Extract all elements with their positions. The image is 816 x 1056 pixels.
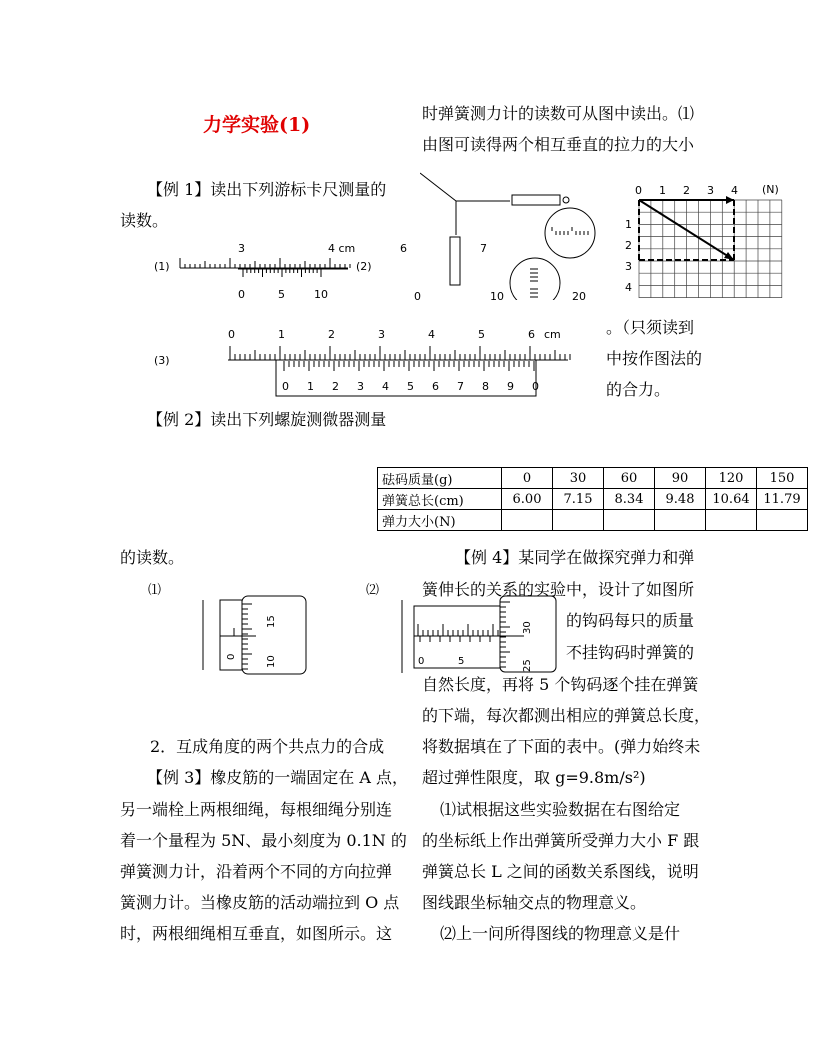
caliper-3-main-label: 2 bbox=[328, 328, 335, 341]
table-cell: 砝码质量(g) bbox=[378, 468, 502, 489]
grid-y-tick: 3 bbox=[625, 260, 632, 273]
grid-y-tick: 1 bbox=[625, 218, 632, 231]
caliper-1-main-label-4: 4 cm bbox=[328, 242, 356, 255]
page-title: 力学实验(1) bbox=[203, 114, 311, 136]
micrometer-1-thimble-10: 10 bbox=[266, 655, 277, 668]
question-1-line-1: ⑴试根据这些实验数据在右图给定 bbox=[440, 800, 681, 819]
example-4-line-9: 超过弹性限度，取 g=9.8m/s²) bbox=[422, 768, 646, 787]
table-cell: 7.15 bbox=[553, 489, 604, 510]
grid-x-tick: 4 bbox=[731, 184, 738, 197]
micrometer-2-thimble-30: 30 bbox=[522, 621, 533, 634]
question-1-line-2: 的坐标纸上作出弹簧所受弹力大小 F 跟 bbox=[422, 831, 700, 850]
right-text-line-4: 中按作图法的 bbox=[606, 349, 703, 368]
caliper-1-main-label-3: 3 bbox=[238, 242, 245, 255]
caliper-3-main-label: 1 bbox=[278, 328, 285, 341]
caliper-2-vernier-10: 10 bbox=[490, 290, 504, 303]
caliper-3-main-label: 0 bbox=[228, 328, 235, 341]
caliper-3-vernier-label: 3 bbox=[357, 380, 364, 393]
table-cell: 10.64 bbox=[706, 489, 757, 510]
grid-y-tick: 4 bbox=[625, 281, 632, 294]
grid-x-tick: 2 bbox=[683, 184, 690, 197]
micrometer-2-thimble-25: 25 bbox=[522, 659, 533, 672]
table-cell bbox=[757, 510, 808, 531]
right-text-line-1: 时弹簧测力计的读数可从图中读出。⑴ bbox=[422, 104, 695, 123]
caliper-3-vernier-label: 1 bbox=[307, 380, 314, 393]
caliper-3-label: (3) bbox=[154, 354, 170, 367]
example-2-line: 【例 2】读出下列螺旋测微器测量 bbox=[147, 410, 387, 429]
spring-data-table bbox=[377, 467, 808, 531]
section-2-heading: 2．互成角度的两个共点力的合成 bbox=[150, 737, 385, 756]
example-3-line-4: 弹簧测力计，沿着两个不同的方向拉弹 bbox=[120, 862, 393, 881]
table-cell: 0 bbox=[502, 468, 553, 489]
table-cell bbox=[502, 510, 553, 531]
table-cell: 弹力大小(N) bbox=[378, 510, 502, 531]
table-cell bbox=[604, 510, 655, 531]
example-1-line-1: 【例 1】读出下列游标卡尺测量的 bbox=[147, 180, 387, 199]
table-row bbox=[378, 510, 808, 531]
caliper-2-label: (2) bbox=[356, 260, 372, 273]
example-4-line-1: 【例 4】某同学在做探究弹力和弹 bbox=[455, 548, 695, 567]
caliper-2-main-6: 6 bbox=[400, 242, 407, 255]
grid-x-tick: 1 bbox=[659, 184, 666, 197]
example-1-line-2: 读数。 bbox=[120, 211, 169, 230]
caliper-1-vernier-10: 10 bbox=[314, 288, 328, 301]
table-cell: 150 bbox=[757, 468, 808, 489]
table-row bbox=[378, 468, 808, 489]
right-text-line-2: 由图可读得两个相互垂直的拉力的大小 bbox=[422, 135, 695, 154]
right-text-line-5: 的合力。 bbox=[606, 380, 671, 399]
table-row bbox=[378, 489, 808, 510]
table-cell: 120 bbox=[706, 468, 757, 489]
example-3-line-5: 簧测力计。当橡皮筋的活动端拉到 O 点 bbox=[120, 893, 400, 912]
example-2-continued: 的读数。 bbox=[120, 548, 185, 567]
table-cell: 90 bbox=[655, 468, 706, 489]
table-cell: 8.34 bbox=[604, 489, 655, 510]
micrometer-2-sleeve-0: 0 bbox=[418, 656, 425, 667]
caliper-3-vernier-label: 4 bbox=[382, 380, 389, 393]
grid-x-tick: 3 bbox=[707, 184, 714, 197]
example-4-line-7: 的下端，每次都测出相应的弹簧总长度， bbox=[422, 706, 711, 725]
caliper-2-vernier-20: 20 bbox=[572, 290, 586, 303]
caliper-3-vernier-label: 0 bbox=[282, 380, 289, 393]
question-1-line-3: 弹簧总长 L 之间的函数关系图线，说明 bbox=[422, 862, 699, 881]
micrometer-1-sleeve-0: 0 bbox=[226, 653, 237, 660]
example-4-line-8: 将数据填在了下面的表中。(弹力始终未 bbox=[422, 737, 701, 756]
example-3-line-6: 时，两根细绳相互垂直，如图所示。这 bbox=[120, 924, 393, 943]
question-1-line-4: 图线跟坐标轴交点的物理意义。 bbox=[422, 893, 647, 912]
caliper-3-vernier-label: 6 bbox=[432, 380, 439, 393]
caliper-1-vernier-5: 5 bbox=[278, 288, 285, 301]
example-3-line-2: 另一端栓上两根细绳，每根细绳分别连 bbox=[120, 800, 393, 819]
caliper-3-vernier-label: 0 bbox=[532, 380, 539, 393]
caliper-3-vernier-label: 2 bbox=[332, 380, 339, 393]
caliper-1-vernier-0: 0 bbox=[238, 288, 245, 301]
spring-scale-figure bbox=[420, 165, 615, 300]
example-3-line-3: 着一个量程为 5N、最小刻度为 0.1N 的 bbox=[120, 831, 407, 850]
grid-x-tick: 0 bbox=[635, 184, 642, 197]
caliper-3-vernier-label: 9 bbox=[507, 380, 514, 393]
example-3-line-1: 【例 3】橡皮筋的一端固定在 A 点， bbox=[147, 768, 408, 787]
example-4-line-3: 的钩码每只的质量 bbox=[566, 611, 695, 630]
caliper-3-main-label: 4 bbox=[428, 328, 435, 341]
force-grid-unit: (N) bbox=[762, 183, 779, 196]
grid-y-tick: 2 bbox=[625, 239, 632, 252]
table-cell: 6.00 bbox=[502, 489, 553, 510]
example-4-line-2: 簧伸长的关系的实验中，设计了如图所 bbox=[422, 580, 695, 599]
example-4-line-6: 自然长度，再将 5 个钩码逐个挂在弹簧 bbox=[422, 675, 699, 694]
table-cell: 60 bbox=[604, 468, 655, 489]
table-cell: 9.48 bbox=[655, 489, 706, 510]
caliper-3-main-label: 3 bbox=[378, 328, 385, 341]
micrometer-1-thimble-15: 15 bbox=[266, 615, 277, 628]
caliper-3-vernier-label: 5 bbox=[407, 380, 414, 393]
caliper-3-vernier-label: 8 bbox=[482, 380, 489, 393]
table-cell: 弹簧总长(cm) bbox=[378, 489, 502, 510]
question-2-line-1: ⑵上一问所得图线的物理意义是什 bbox=[440, 924, 681, 943]
right-text-line-3: 。（只须读到 bbox=[606, 318, 695, 337]
caliper-1-label: (1) bbox=[154, 260, 170, 273]
caliper-3-main-label: 6 bbox=[528, 328, 535, 341]
table-cell bbox=[553, 510, 604, 531]
caliper-2-main-7: 7 bbox=[480, 242, 487, 255]
table-cell bbox=[706, 510, 757, 531]
table-cell: 30 bbox=[553, 468, 604, 489]
force-grid-figure bbox=[622, 180, 792, 302]
caliper-3-unit: cm bbox=[544, 328, 561, 341]
example-4-line-5: 不挂钩码时弹簧的 bbox=[566, 643, 695, 662]
table-cell bbox=[655, 510, 706, 531]
micrometer-1-label: ⑴ bbox=[148, 583, 162, 598]
micrometer-2-label: ⑵ bbox=[366, 583, 380, 598]
micrometer-2-sleeve-5: 5 bbox=[458, 656, 465, 667]
caliper-2-vernier-0: 0 bbox=[414, 290, 421, 303]
caliper-3-vernier-label: 7 bbox=[457, 380, 464, 393]
caliper-3-main-label: 5 bbox=[478, 328, 485, 341]
table-cell: 11.79 bbox=[757, 489, 808, 510]
